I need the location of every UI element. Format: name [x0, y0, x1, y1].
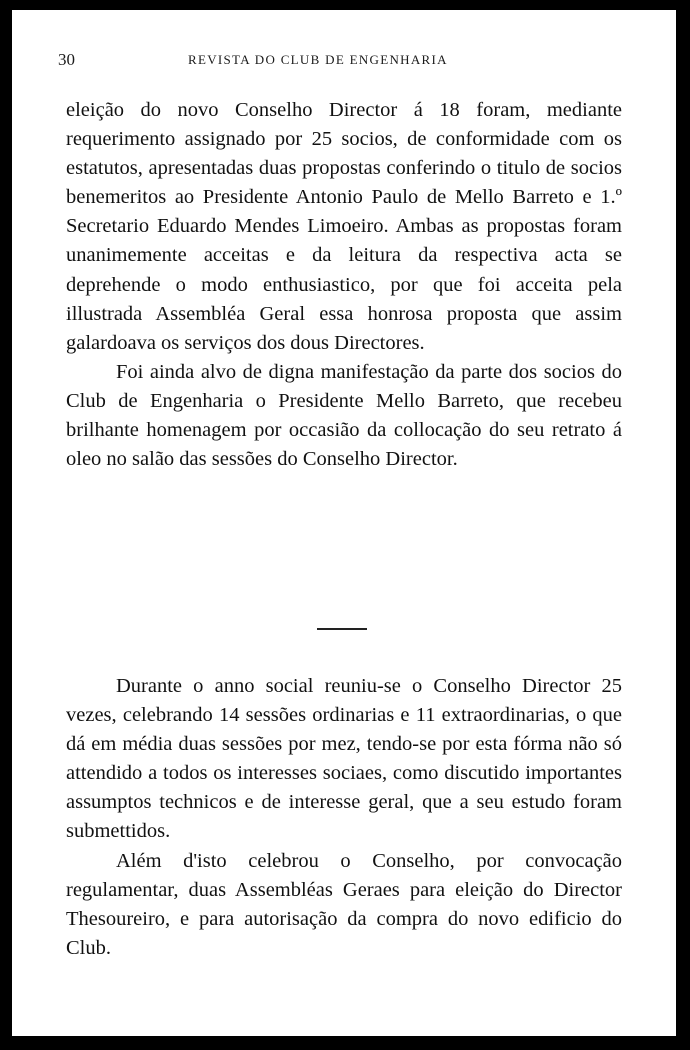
text-block-council-sessions: [66, 672, 622, 963]
section-separator: [317, 628, 367, 630]
paragraph-general-assemblies: Além d'isto celebrou o Conselho, por convocação regulamentar, duas Assembléas Geraes para eleição do Director Thesoureiro, e para autorisação da compra do novo edificio do Club.: [66, 849, 622, 959]
text-block-council-election: [66, 96, 622, 474]
document-page: [12, 10, 676, 1036]
paragraph-portrait-homage: Foi ainda alvo de digna manifestação da parte dos socios do Club de Engenharia o Presidente Mello Barreto, que recebeu brilhante homenagem por occasião da collocação do seu retrato á oleo no salão das sessões do Conselho Director.: [66, 360, 622, 471]
running-title: REVISTA DO CLUB DE ENGENHARIA: [188, 52, 448, 67]
page-number: 30: [58, 50, 75, 69]
paragraph-session-count: Durante o anno social reuniu-se o Conselho Director 25 vezes, celebrando 14 sessões ordinarias e 11 extraordinarias, o que dá em média duas sessões por mez, tendo-se por esta fórma não só attendido a todos os interesses sociaes, como discutido importantes assumptos technicos e de interesse geral, que a seu estudo foram submettidos.: [66, 675, 622, 843]
paragraph-honorary-members: eleição do novo Conselho Director á 18 foram, mediante requerimento assignado por 25 socios, de conformidade com os estatutos, apresentadas duas propostas conferindo o titulo de socios benemeritos ao Presidente Antonio Paulo de Mello Barreto e 1.º Secretario Eduardo Mendes Limoeiro. Ambas as propostas foram unanimemente acceitas e da leitura da respectiva acta se deprehende o modo enthusiastico, por que foi acceita pela illustrada Assembléa Geral essa honrosa proposta que assim galardoava os serviços dos dous Directores.: [66, 99, 622, 354]
